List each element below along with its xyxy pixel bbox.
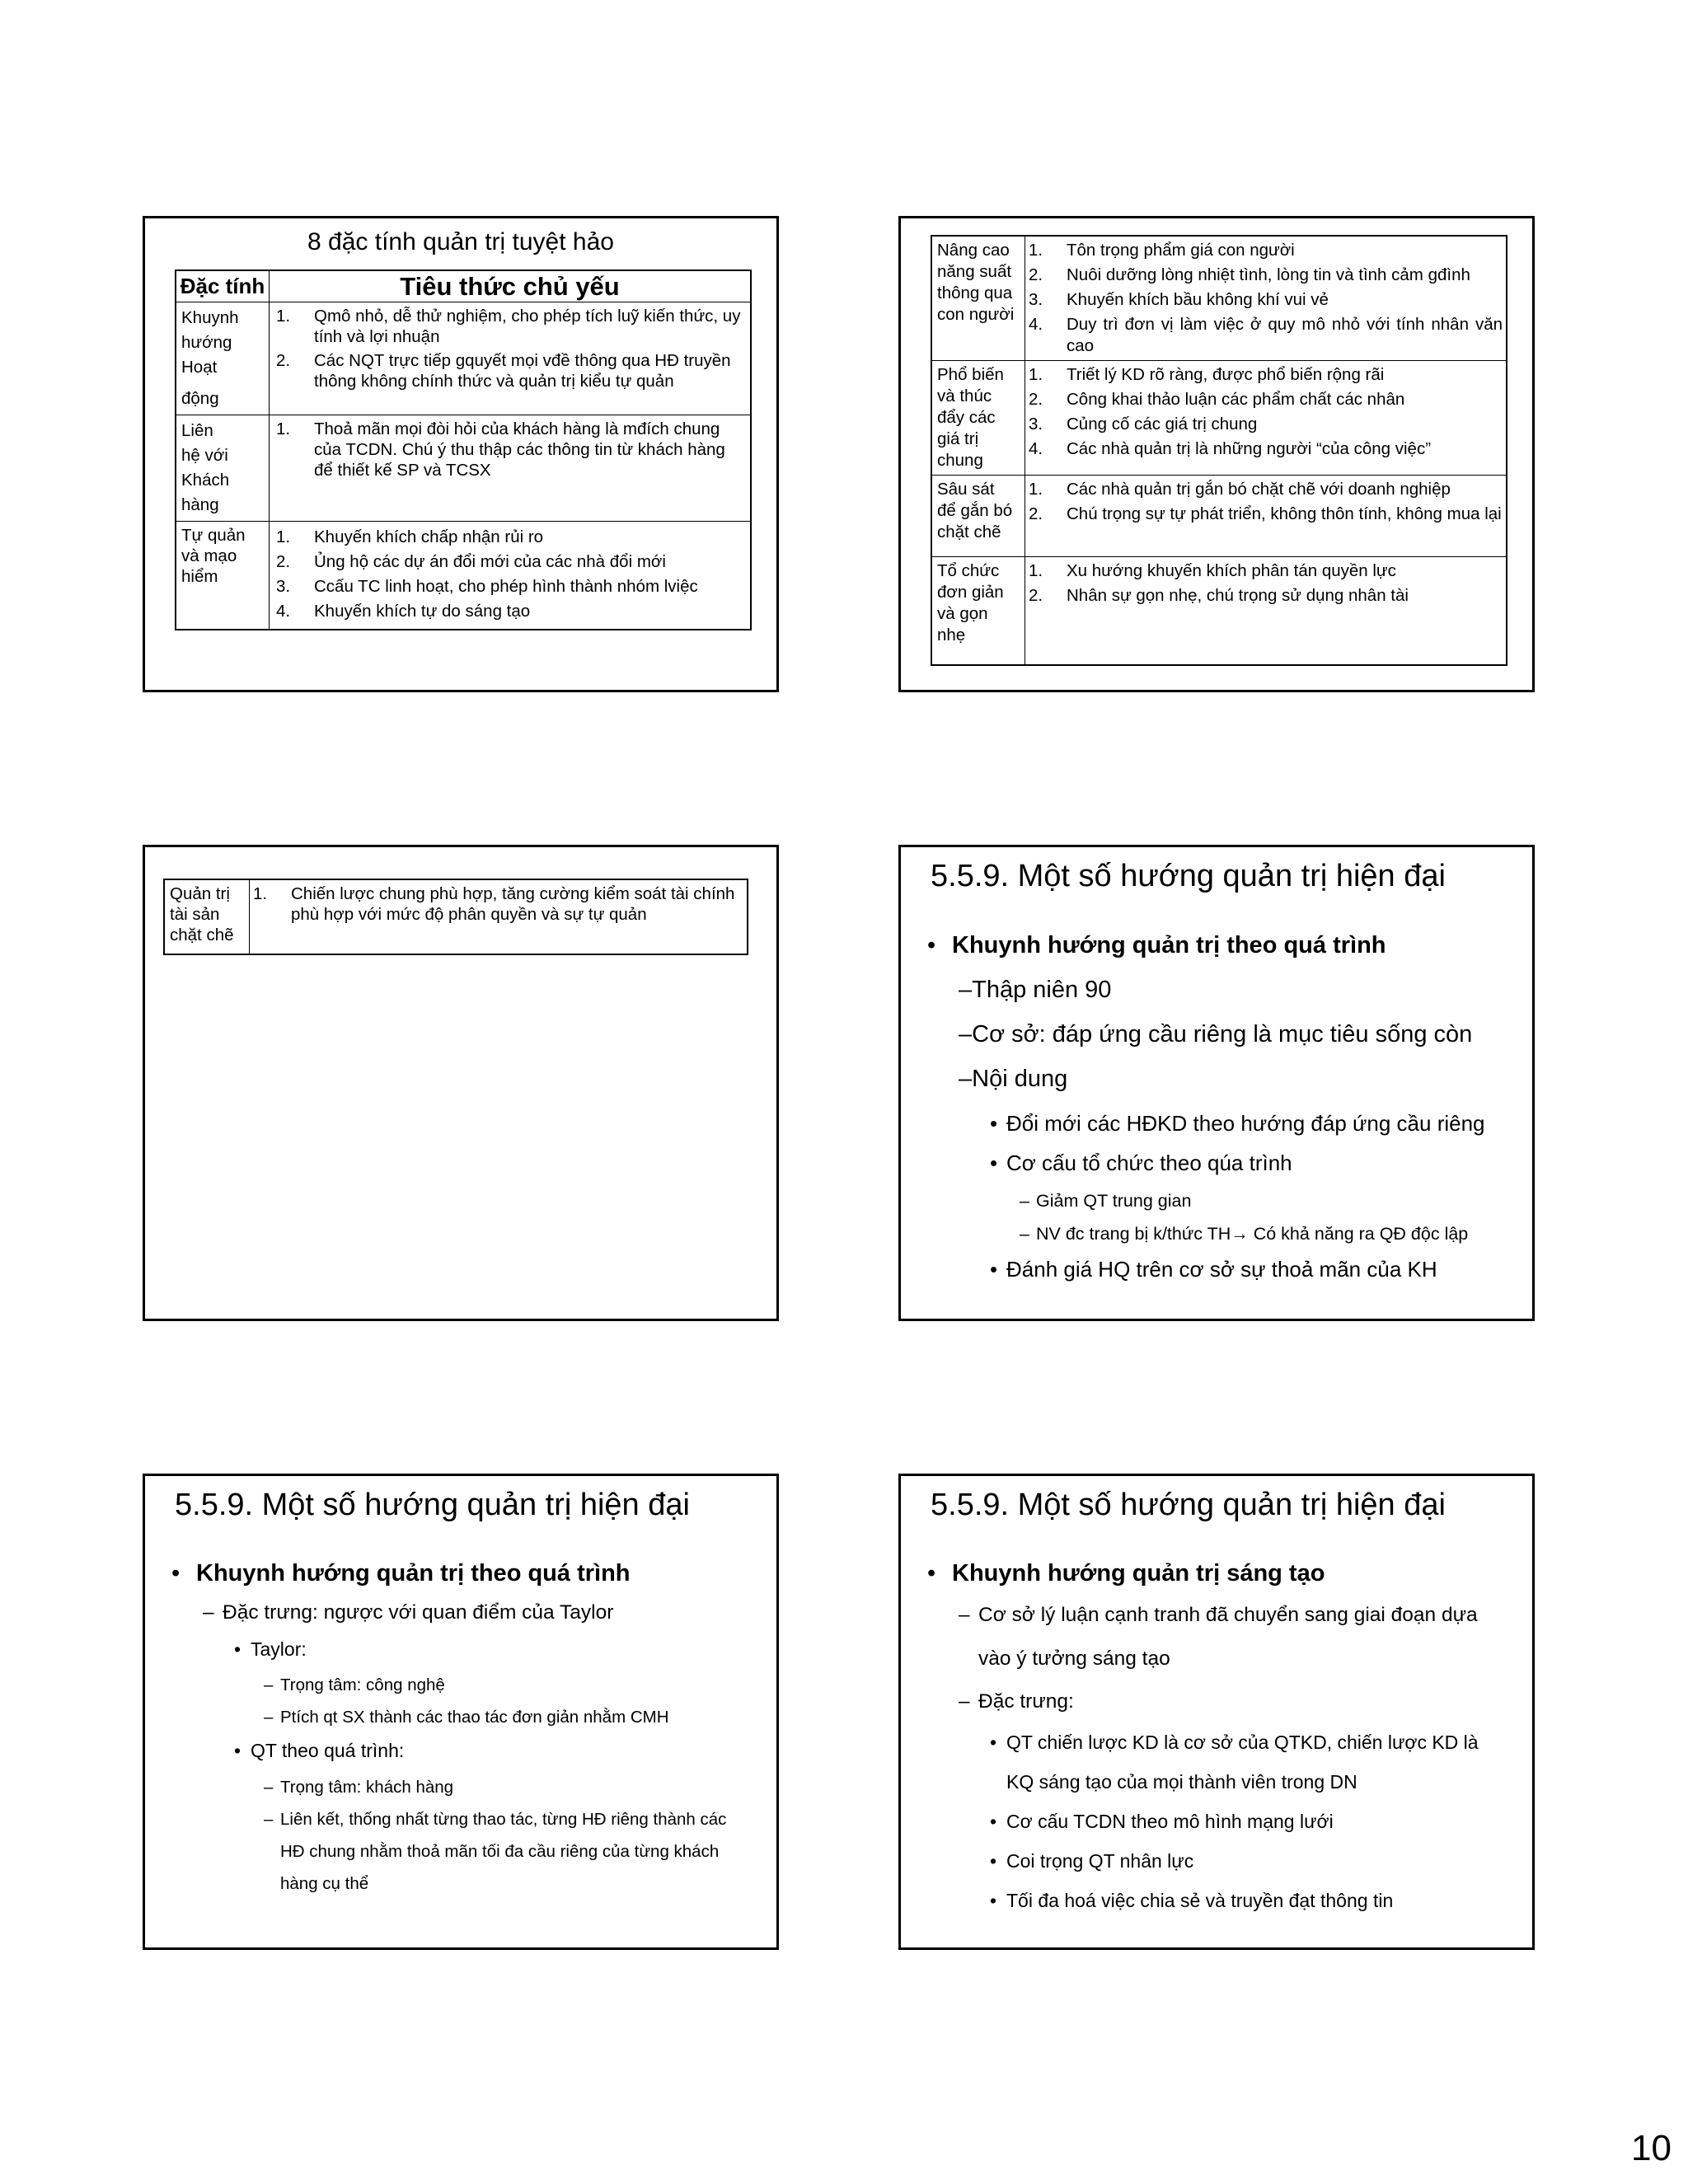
list-item: 2. Công khai thảo luận các phẩm chất các nhân xyxy=(1029,390,1405,409)
list-item: 3. Củng cố các giá trị chung xyxy=(1029,415,1258,434)
slide-2 xyxy=(898,216,1535,692)
bullet-level-3: • QT theo quá trình: xyxy=(234,1740,405,1761)
table-row xyxy=(176,302,751,415)
bullet-level-2: – Đặc trưng: ngược với quan điểm của Taylor xyxy=(203,1601,614,1624)
bullet-level-3: • QT chiến lược KD là cơ sở của QTKD, chiến lược KD là xyxy=(990,1732,1479,1753)
table-row xyxy=(176,415,751,522)
bullet-level-4: – Trọng tâm: khách hàng xyxy=(264,1778,454,1797)
row-items xyxy=(1025,361,1507,476)
table-row xyxy=(931,236,1507,361)
qualities-table xyxy=(175,269,752,630)
list-item: 1. Triết lý KD rõ ràng, được phổ biến rộng rãi xyxy=(1029,365,1385,384)
list-item: 3. Khuyến khích bầu không khí vui vẻ xyxy=(1029,290,1329,309)
bullet-level-4: – Trọng tâm: công nghệ xyxy=(264,1675,445,1694)
row-items xyxy=(250,879,748,954)
row-label: Tổ chức đơn giản và gọn nhẹ xyxy=(931,557,1025,666)
slide-4 xyxy=(898,845,1535,1321)
bullet-level-1: • Khuynh hướng quản trị theo quá trình xyxy=(927,932,1386,958)
list-item: 2. Ủng hộ các dự án đổi mới của các nhà đổi mới xyxy=(276,552,666,571)
bullet-level-4: – Ptích qt SX thành các thao tác đơn giản nhằm CMH xyxy=(264,1708,669,1727)
table-row xyxy=(931,476,1507,557)
table-row xyxy=(931,361,1507,476)
list-item: 1. Chiến lược chung phù hợp, tăng cường kiểm soát tài chính phù hợp với mức độ phân quyền và sự tự quản xyxy=(253,884,735,924)
row-label: Khuynh hướng Hoạt động xyxy=(176,302,270,415)
bullet-level-4: – Liên kết, thống nhất từng thao tác, từng HĐ riêng thành các xyxy=(264,1810,727,1829)
slide-title: 5.5.9. Một số hướng quản trị hiện đại xyxy=(175,1488,690,1522)
slide-3 xyxy=(143,845,779,1321)
bullet-level-2: – Cơ sở lý luận cạnh tranh đã chuyển sang giai đoạn dựa xyxy=(959,1604,1478,1626)
bullet-level-4: – NV đc trang bị k/thức TH→ Có khả năng ra QĐ độc lập xyxy=(1020,1224,1469,1244)
list-item: 2. Các NQT trực tiếp gquyết mọi vđề thông qua HĐ truyền thông không chính thức và quản trị kiểu tự quản xyxy=(276,351,731,391)
row-items xyxy=(1025,476,1507,557)
slide-5 xyxy=(143,1474,779,1950)
header-criteria: Tiêu thức chủ yếu xyxy=(270,270,752,302)
row-label: Liên hệ với Khách hàng xyxy=(176,415,270,522)
table-row xyxy=(931,557,1507,666)
page-number: 10 xyxy=(1631,2128,1672,2168)
row-items xyxy=(270,302,752,415)
bullet-level-3: • Coi trọng QT nhân lực xyxy=(990,1850,1194,1872)
row-label: Tự quản và mạo hiểm xyxy=(176,522,270,630)
bullet-level-3-continued: KQ sáng tạo của mọi thành viên trong DN xyxy=(1006,1771,1357,1793)
list-item: 4. Khuyến khích tự do sáng tạo xyxy=(276,602,531,621)
table-header-row xyxy=(176,270,751,302)
bullet-level-3: • Cơ cấu tổ chức theo qúa trình xyxy=(990,1151,1292,1175)
bullet-level-3: • Đổi mới các HĐKD theo hướng đáp ứng cầu riêng xyxy=(990,1111,1485,1136)
bullet-level-2: –Thập niên 90 xyxy=(959,977,1112,1003)
row-label: Phổ biến và thúc đẩy các giá trị chung xyxy=(931,361,1025,476)
bullet-level-1: • Khuynh hướng quản trị sáng tạo xyxy=(927,1560,1325,1586)
bullet-level-2: –Nội dung xyxy=(959,1066,1068,1092)
qualities-table-last xyxy=(163,879,748,955)
list-item: 4. Duy trì đơn vị làm việc ở quy mô nhỏ với tính nhân văn cao xyxy=(1029,315,1503,355)
bullet-level-3: • Taylor: xyxy=(234,1638,307,1660)
table-row xyxy=(164,879,748,954)
bullet-level-2-continued: vào ý tưởng sáng tạo xyxy=(978,1647,1170,1670)
row-items xyxy=(270,415,752,522)
row-items xyxy=(1025,557,1507,666)
slide-title: 5.5.9. Một số hướng quản trị hiện đại xyxy=(931,1488,1446,1522)
bullet-level-2: – Đặc trưng: xyxy=(959,1690,1074,1713)
list-item: 2. Nuôi dưỡng lòng nhiệt tình, lòng tin và tình cảm gđình xyxy=(1029,265,1470,284)
slide-1 xyxy=(143,216,779,692)
bullet-level-3: • Tối đa hoá việc chia sẻ và truyền đạt thông tin xyxy=(990,1890,1394,1911)
bullet-level-4-continued: HĐ chung nhằm thoả mãn tối đa cầu riêng của từng khách xyxy=(280,1842,720,1861)
table-row xyxy=(176,522,751,630)
bullet-level-1: • Khuynh hướng quản trị theo quá trình xyxy=(171,1560,631,1586)
list-item: 1. Xu hướng khuyến khích phân tán quyền lực xyxy=(1029,561,1396,580)
list-item: 1. Khuyến khích chấp nhận rủi ro xyxy=(276,527,544,546)
row-label: Quản trị tài sản chặt chẽ xyxy=(164,879,250,954)
header-quality: Đặc tính xyxy=(176,270,270,302)
slide-6 xyxy=(898,1474,1535,1950)
list-item: 4. Các nhà quản trị là những người “của công việc” xyxy=(1029,439,1432,458)
row-items xyxy=(270,522,752,630)
list-item: 1. Thoả mãn mọi đòi hỏi của khách hàng là mđích chung của TCDN. Chú ý thu thập các thông tin từ khách hàng để thiết kế SP và TCSX xyxy=(276,419,725,480)
bullet-level-4-continued: hàng cụ thể xyxy=(280,1874,369,1893)
bullet-level-3: • Cơ cấu TCDN theo mô hình mạng lưới xyxy=(990,1811,1334,1832)
list-item: 1. Các nhà quản trị gắn bó chặt chẽ với doanh nghiệp xyxy=(1029,480,1451,499)
list-item: 3. Ccấu TC linh hoạt, cho phép hình thành nhóm lviệc xyxy=(276,577,698,596)
row-label: Sâu sát để gắn bó chặt chẽ xyxy=(931,476,1025,557)
bullet-level-4: – Giảm QT trung gian xyxy=(1020,1191,1192,1211)
slide-1-title: 8 đặc tính quản trị tuyệt hảo xyxy=(307,228,614,255)
qualities-table-continued xyxy=(931,235,1507,666)
slide-title: 5.5.9. Một số hướng quản trị hiện đại xyxy=(931,859,1446,893)
list-item: 2. Nhân sự gọn nhẹ, chú trọng sử dụng nhân tài xyxy=(1029,586,1409,605)
row-label: Nâng cao năng suất thông qua con người xyxy=(931,236,1025,361)
list-item: 1. Qmô nhỏ, dễ thử nghiệm, cho phép tích luỹ kiến thức, uy tính và lợi nhuận xyxy=(276,307,741,346)
row-items xyxy=(1025,236,1507,361)
list-item: 1. Tôn trọng phẩm giá con người xyxy=(1029,241,1295,260)
bullet-level-2: –Cơ sở: đáp ứng cầu riêng là mục tiêu sống còn xyxy=(959,1021,1473,1047)
bullet-level-3: • Đánh giá HQ trên cơ sở sự thoả mãn của KH xyxy=(990,1257,1437,1282)
list-item: 2. Chú trọng sự tự phát triển, không thôn tính, không mua lại xyxy=(1029,504,1502,523)
